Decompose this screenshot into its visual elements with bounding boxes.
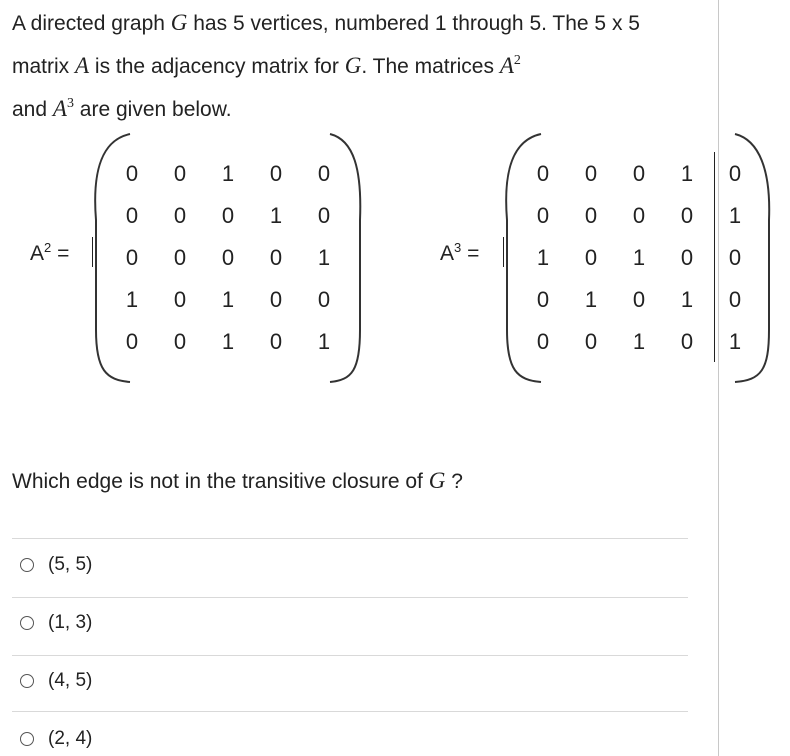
matrix-a2-label: $A^2$ =	[30, 240, 70, 265]
matrix-cell: 0	[221, 245, 235, 270]
option-4-5[interactable]	[20, 666, 92, 696]
divider	[12, 597, 688, 598]
matrix-cell: 0	[125, 245, 139, 270]
question-text: Which edge is not in the transitive closure of G ?	[12, 468, 463, 493]
matrix-cell: 0	[536, 329, 550, 354]
matrix-cell: 0	[173, 203, 187, 228]
divider	[12, 538, 688, 539]
matrix-cell: 0	[269, 329, 283, 354]
intro-text: has 5 vertices, numbered 1 through 5. The 5 x 5 matrix	[12, 12, 640, 78]
matrix-cell: 1	[632, 329, 646, 354]
matrix-cell: 1	[632, 245, 646, 270]
matrix-cell: 0	[728, 245, 742, 270]
matrix-cell: 0	[173, 287, 187, 312]
matrix-cell: 0	[632, 287, 646, 312]
option-5-5[interactable]	[20, 550, 92, 580]
matrix-cell: 1	[680, 287, 694, 312]
matrix-cell: 0	[269, 287, 283, 312]
math-a-squared: $A^2$	[499, 53, 521, 78]
matrix-cell: 0	[221, 203, 235, 228]
matrix-cell: 1	[221, 161, 235, 186]
option-label: (5, 5)	[48, 554, 93, 575]
matrix-a3	[503, 130, 778, 385]
matrix-cell: 0	[584, 161, 598, 186]
option-2-4[interactable]	[20, 724, 92, 754]
option-label: (2, 4)	[48, 728, 93, 749]
radio-icon[interactable]	[20, 674, 34, 688]
matrix-cell: 1	[221, 329, 235, 354]
matrix-cell: 1	[269, 203, 283, 228]
matrix-cell: 1	[728, 329, 742, 354]
matrix-cell: 0	[125, 161, 139, 186]
divider	[12, 711, 688, 712]
matrix-cell: 0	[125, 329, 139, 354]
math-g: G	[170, 10, 188, 35]
matrix-cell: 1	[584, 287, 598, 312]
text-cursor	[714, 152, 715, 362]
matrix-cell: 1	[317, 245, 331, 270]
math-a: A	[75, 53, 90, 78]
option-label: (1, 3)	[48, 612, 93, 633]
matrix-cell: 1	[317, 329, 331, 354]
matrix-cell: 0	[536, 161, 550, 186]
matrix-cell: 0	[173, 329, 187, 354]
divider	[12, 655, 688, 656]
matrix-cell: 0	[269, 161, 283, 186]
matrix-cell: 1	[680, 161, 694, 186]
matrix-cell: 0	[728, 161, 742, 186]
matrix-cell: 0	[536, 287, 550, 312]
option-label: (4, 5)	[48, 670, 93, 691]
matrix-a2	[92, 130, 367, 385]
matrix-cell: 0	[632, 203, 646, 228]
intro-text: is the adjacency matrix for	[94, 55, 339, 78]
matrix-cell: 0	[680, 245, 694, 270]
matrix-cell: 0	[317, 203, 331, 228]
matrix-cell: 0	[632, 161, 646, 186]
intro-text: A directed graph	[12, 12, 165, 35]
matrix-cell: 1	[536, 245, 550, 270]
matrix-cell: 0	[173, 161, 187, 186]
math-a-cubed: $A^3$	[52, 96, 74, 121]
matrix-cell: 0	[125, 203, 139, 228]
matrix-cell: 0	[317, 161, 331, 186]
matrix-cell: 1	[125, 287, 139, 312]
matrix-cell: 0	[536, 203, 550, 228]
matrix-cell: 1	[728, 203, 742, 228]
radio-icon[interactable]	[20, 616, 34, 630]
matrix-cell: 0	[173, 245, 187, 270]
radio-icon[interactable]	[20, 558, 34, 572]
matrix-cell: 0	[728, 287, 742, 312]
matrix-cell: 0	[584, 203, 598, 228]
intro-text: . The matrices	[361, 55, 494, 78]
radio-icon[interactable]	[20, 732, 34, 746]
intro-text: and	[12, 98, 48, 121]
matrix-cell: 0	[680, 203, 694, 228]
matrix-cell: 1	[221, 287, 235, 312]
math-g: G	[344, 53, 362, 78]
intro-text: are given below.	[79, 98, 232, 121]
matrix-cell: 0	[317, 287, 331, 312]
matrix-cell: 0	[584, 329, 598, 354]
matrix-cell: 0	[680, 329, 694, 354]
matrix-cell: 0	[584, 245, 598, 270]
option-1-3[interactable]	[20, 608, 92, 638]
matrix-a3-label: $A^3$ =	[440, 240, 480, 265]
matrix-cell: 0	[269, 245, 283, 270]
math-g: G	[428, 468, 446, 493]
problem-statement	[12, 4, 702, 128]
